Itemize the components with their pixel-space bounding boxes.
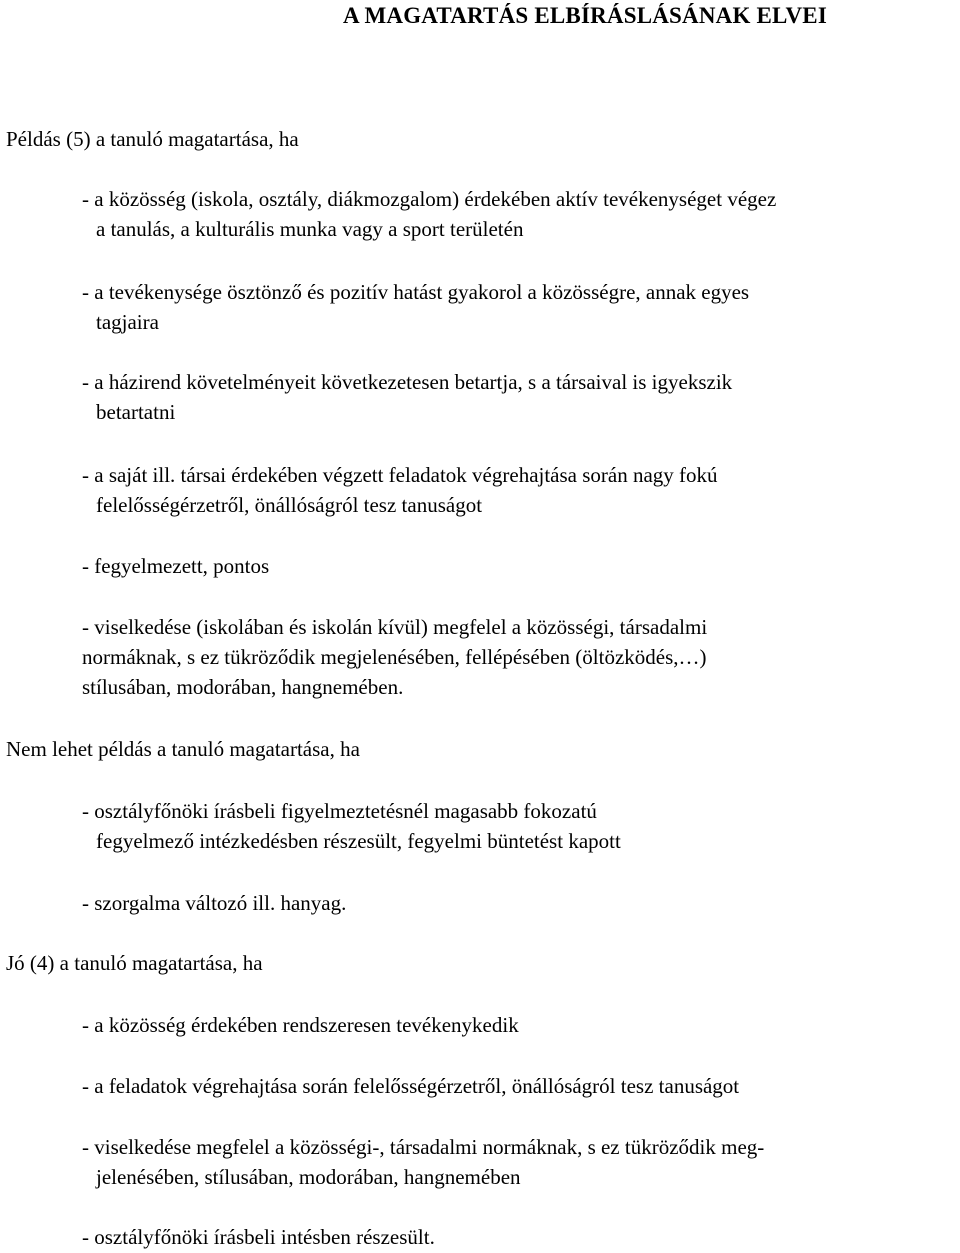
list-item — [82, 888, 960, 918]
list-item — [82, 612, 960, 702]
list-item-text: - fegyelmezett, pontos — [82, 554, 270, 578]
list-item-text: - viselkedése (iskolában és iskolán kívül) megfelel a közösségi, társadalmi — [82, 615, 708, 639]
list-item-text: - a tevékenysége ösztönző és pozitív hatást gyakorol a közösségre, annak egyes — [82, 280, 750, 304]
list-item-text-continued: tagjaira — [96, 310, 159, 334]
list-item — [82, 367, 960, 427]
list-item-text: - viselkedése megfelel a közösségi-, társadalmi normáknak, s ez tükröződik meg- — [82, 1135, 765, 1159]
list-item — [82, 551, 960, 581]
list-item-text: - a feladatok végrehajtása során felelősségérzetről, önállóságról tesz tanuságot — [82, 1074, 740, 1098]
list-item-text: - a közösség (iskola, osztály, diákmozgalom) érdekében aktív tevékenységet végez — [82, 187, 777, 211]
list-item — [82, 1010, 960, 1040]
list-item-text-continued: a tanulás, a kulturális munka vagy a sport területén — [96, 217, 524, 241]
list-item-text-continued: betartatni — [96, 400, 176, 424]
list-item — [82, 460, 960, 520]
list-item-text: - a házirend követelményeit következetesen betartja, s a társaival is igyekszik — [82, 370, 733, 394]
section-heading-good: Jó (4) a tanuló magatartása, ha — [6, 951, 263, 975]
list-item-text-continued: stílusában, modorában, hangnemében. — [82, 675, 404, 699]
list-item — [82, 1071, 960, 1101]
list-item-text-continued: fegyelmező intézkedésben részesült, fegyelmi büntetést kapott — [96, 829, 621, 853]
list-item-text: - a saját ill. társai érdekében végzett feladatok végrehajtása során nagy fokú — [82, 463, 718, 487]
list-item-text: - szorgalma változó ill. hanyag. — [82, 891, 347, 915]
list-item-text-continued: normáknak, s ez tükröződik megjelenésében, fellépésében (öltözködés,…) — [82, 645, 707, 669]
list-item-text-continued: jelenésében, stílusában, modorában, hangnemében — [96, 1165, 521, 1189]
list-item-text: - osztályfőnöki írásbeli figyelmeztetésnél magasabb fokozatú — [82, 799, 597, 823]
list-item-text: - osztályfőnöki írásbeli intésben részesült. — [82, 1225, 435, 1249]
document-title: A MAGATARTÁS ELBÍRÁSLÁSÁNAK ELVEI — [342, 3, 827, 28]
list-item-text: - a közösség érdekében rendszeresen tevékenykedik — [82, 1013, 519, 1037]
section-heading-exemplary: Példás (5) a tanuló magatartása, ha — [6, 127, 299, 151]
list-item — [82, 796, 960, 856]
list-item-text-continued: felelősségérzetről, önállóságról tesz tanuságot — [96, 493, 483, 517]
list-item — [82, 277, 960, 337]
list-item — [82, 1222, 960, 1252]
section-heading-not-exemplary: Nem lehet példás a tanuló magatartása, ha — [6, 737, 360, 761]
list-item — [82, 184, 960, 244]
list-item — [82, 1132, 960, 1192]
